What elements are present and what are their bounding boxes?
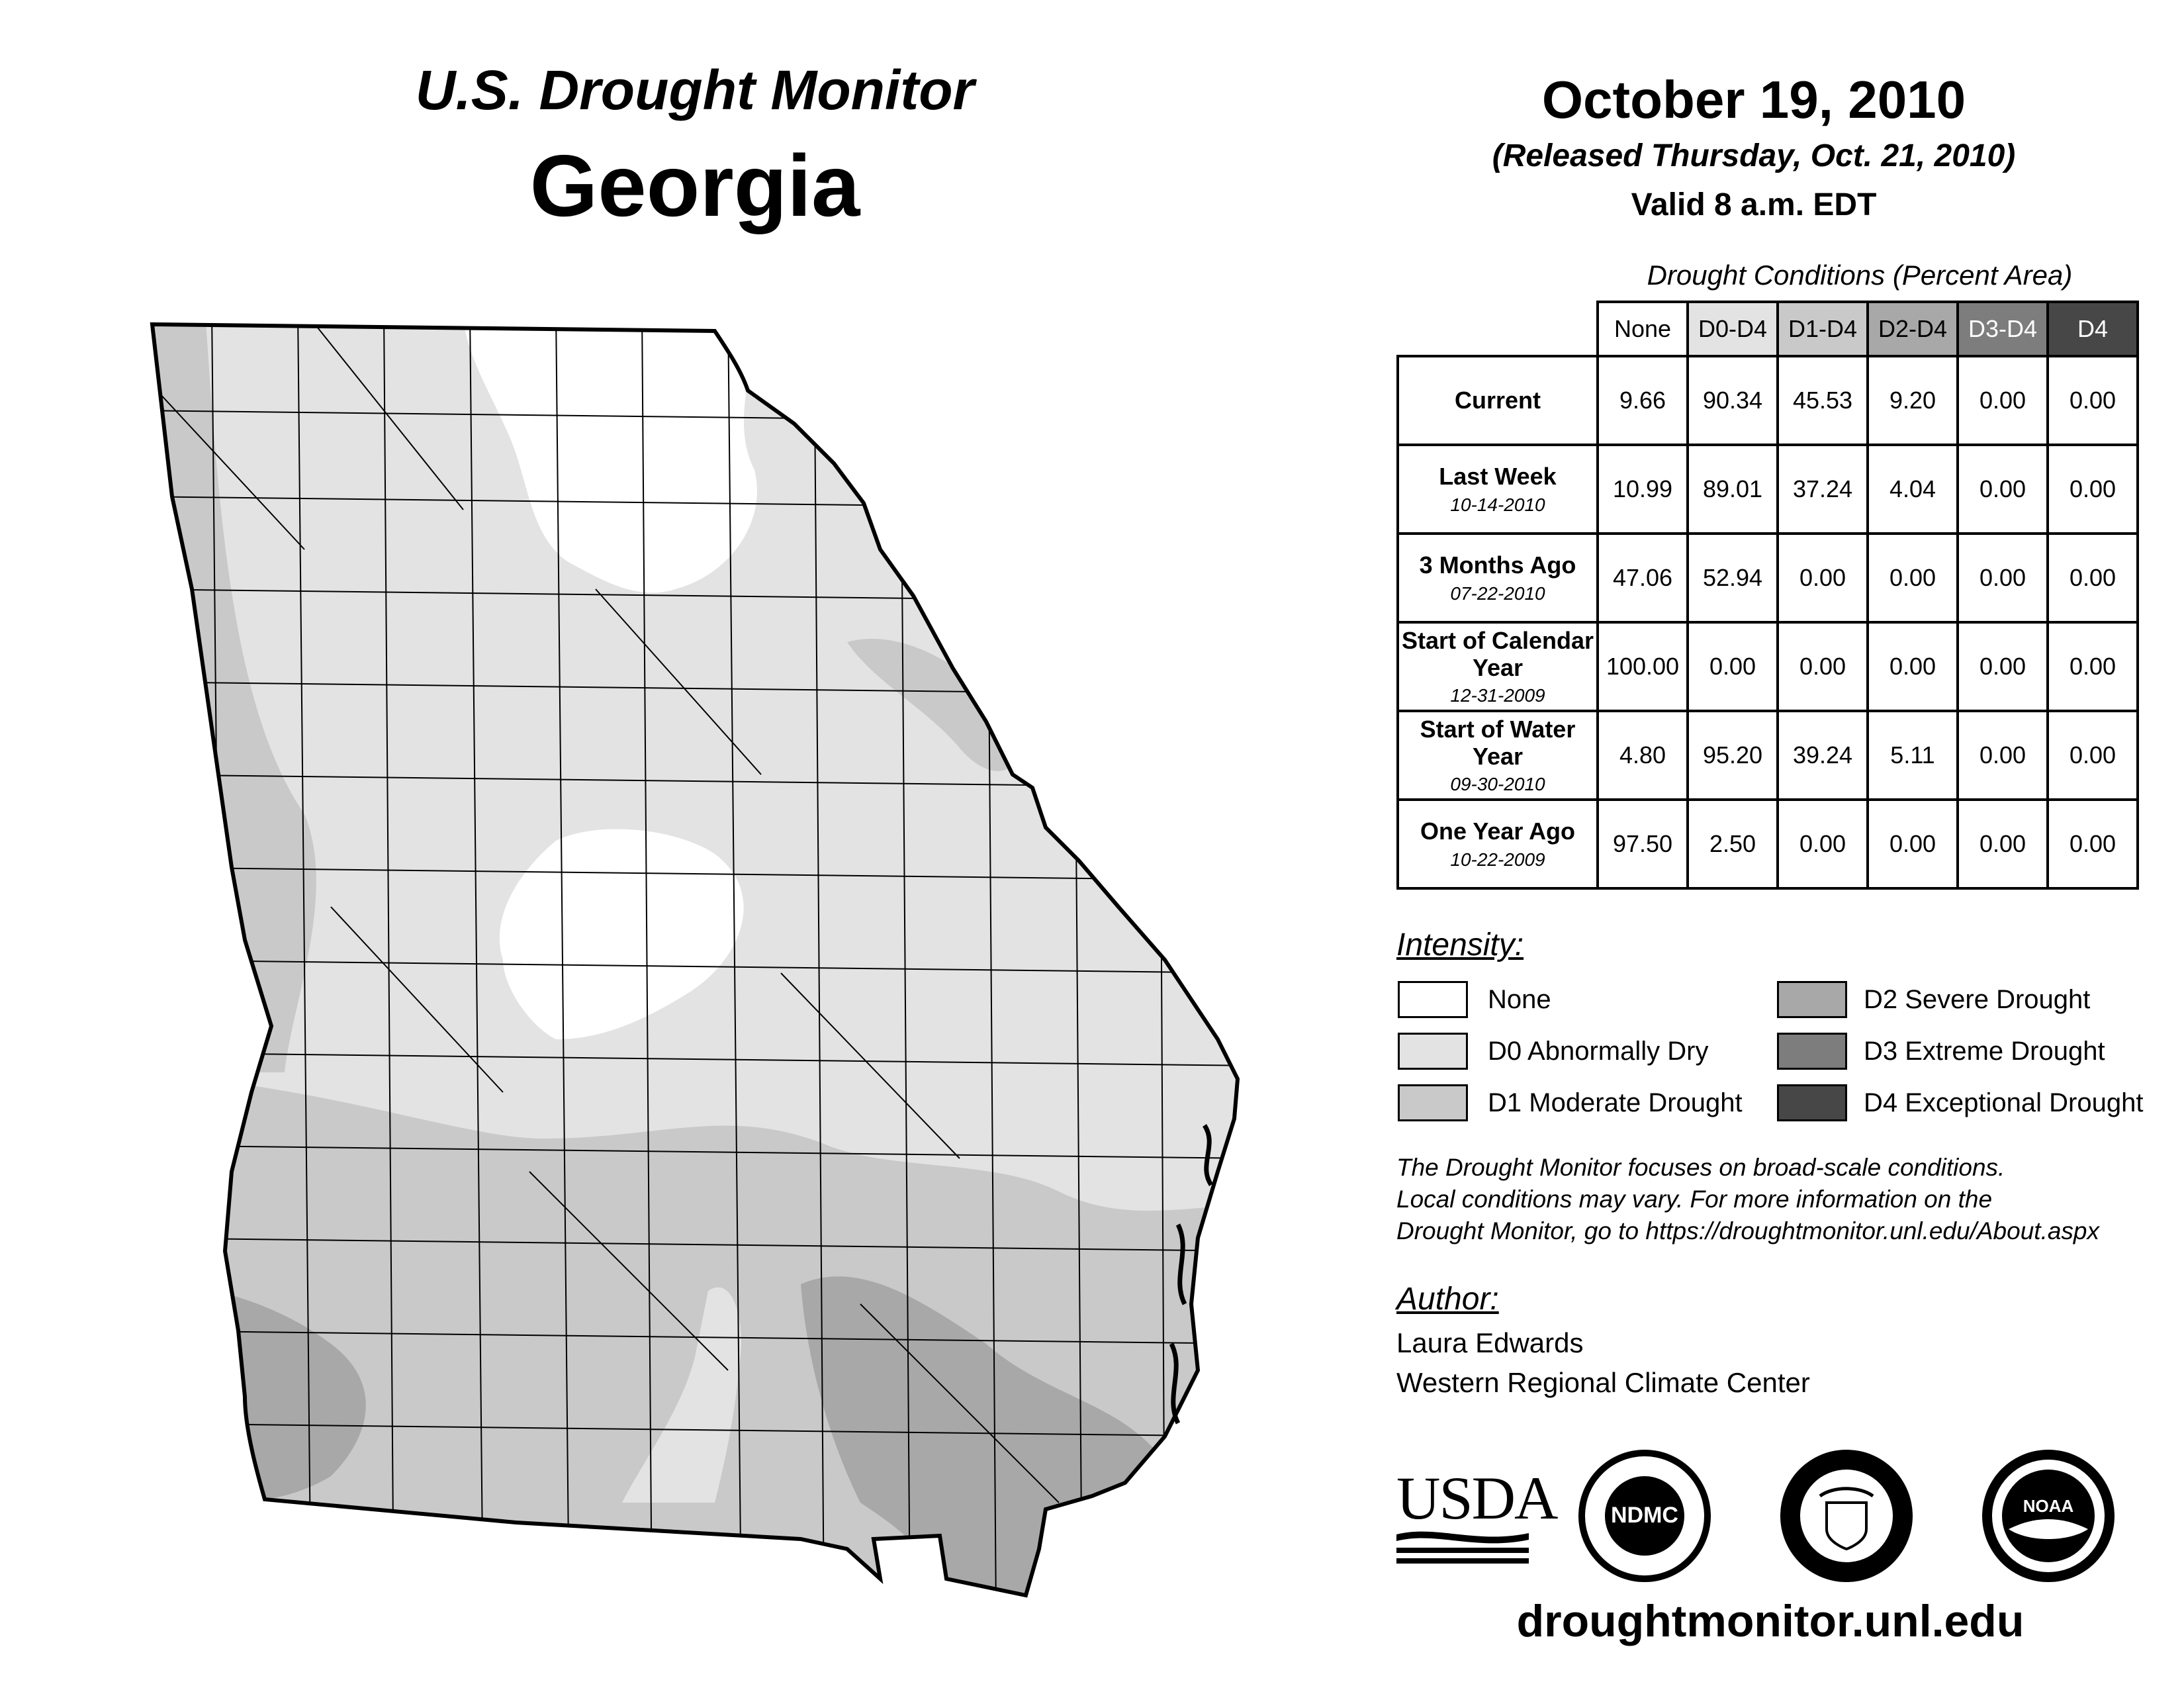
row-label-text: Start of Calendar Year [1401,626,1594,681]
cell: 5.11 [1868,711,1958,800]
georgia-drought-map [132,311,1257,1615]
table-row [1398,711,2138,800]
note-line: Drought Monitor, go to https://droughtmonitor.unl.edu/About.aspx [1396,1217,2099,1244]
noaa-logo [1982,1450,2115,1582]
legend-swatch-d1 [1398,1084,1468,1121]
col-d3-d4: D3-D4 [1958,302,2048,356]
cell: 0.00 [1958,711,2048,800]
legend-label: D1 Moderate Drought [1488,1088,1743,1117]
drought-conditions-table [1396,301,2139,890]
cell: 0.00 [1688,622,1778,711]
cell: 47.06 [1598,534,1688,622]
row-label [1398,800,1598,888]
cell: 0.00 [2048,800,2138,888]
cell: 2.50 [1688,800,1778,888]
usda-logo [1396,1463,1557,1568]
cell: 0.00 [1958,800,2048,888]
cell: 0.00 [1778,534,1868,622]
cell: 100.00 [1598,622,1688,711]
cell: 0.00 [1778,800,1868,888]
row-label [1398,534,1598,622]
cell: 0.00 [1778,622,1868,711]
row-label [1398,711,1598,800]
cell: 89.01 [1688,445,1778,534]
legend-swatch-none [1398,981,1468,1018]
col-d0-d4: D0-D4 [1688,302,1778,356]
table-row [1398,445,2138,534]
valid-date: October 19, 2010 [1541,70,1966,129]
table-caption: Drought Conditions (Percent Area) [1647,259,2073,291]
legend-label: D0 Abnormally Dry [1488,1037,1709,1066]
row-label-text: Last Week [1439,463,1557,491]
cell: 0.00 [1868,800,1958,888]
website-url: droughtmonitor.unl.edu [1516,1596,2025,1646]
row-date: 12-31-2009 [1450,685,1545,706]
cell: 39.24 [1778,711,1868,800]
cell: 4.80 [1598,711,1688,800]
valid-time: Valid 8 a.m. EDT [1631,187,1877,222]
legend-label: D3 Extreme Drought [1864,1037,2105,1066]
row-date: 10-14-2010 [1450,494,1545,515]
author-name: Laura Edwards [1396,1327,1584,1358]
cell: 95.20 [1688,711,1778,800]
map-title-line1: U.S. Drought Monitor [415,59,975,121]
legend-swatch-d3 [1777,1033,1847,1070]
table-row [1398,800,2138,888]
cell: 10.99 [1598,445,1688,534]
author-heading: Author: [1396,1282,1499,1317]
col-d1-d4: D1-D4 [1778,302,1868,356]
row-date: 10-22-2009 [1450,849,1545,870]
cell: 45.53 [1778,356,1868,445]
row-date: 09-30-2010 [1450,774,1545,795]
cell: 0.00 [1868,534,1958,622]
cell: 0.00 [1958,622,2048,711]
row-label [1398,356,1598,445]
cell: 97.50 [1598,800,1688,888]
row-label [1398,622,1598,711]
cell: 0.00 [1958,445,2048,534]
legend-swatch-d2 [1777,981,1847,1018]
legend-title: Intensity: [1396,927,1524,962]
table-row [1398,356,2138,445]
col-d4: D4 [2048,302,2138,356]
cell: 0.00 [2048,711,2138,800]
cell: 0.00 [2048,622,2138,711]
disclaimer-note [1396,1152,2158,1247]
ndmc-logo-text: NDMC [1611,1503,1678,1528]
row-label-text: One Year Ago [1420,818,1576,845]
col-d2-d4: D2-D4 [1868,302,1958,356]
col-none: None [1598,302,1688,356]
cell: 9.66 [1598,356,1688,445]
legend-swatch-d4 [1777,1084,1847,1121]
legend-swatch-d0 [1398,1033,1468,1070]
cell: 0.00 [1958,356,2048,445]
table-header-row [1398,302,2138,356]
table-corner [1398,302,1598,356]
cell: 9.20 [1868,356,1958,445]
cell: 0.00 [1958,534,2048,622]
ndmc-logo [1578,1450,1711,1582]
row-label [1398,445,1598,534]
eagle-shield-icon [1780,1450,1913,1582]
row-label-text: 3 Months Ago [1419,551,1576,579]
note-line: Local conditions may vary. For more information on the [1396,1186,1993,1213]
usda-logo-stripes [1396,1528,1529,1568]
department-of-commerce-seal [1780,1450,1913,1582]
cell: 0.00 [2048,356,2138,445]
map-title-state: Georgia [529,137,860,234]
author-organization: Western Regional Climate Center [1396,1367,1810,1398]
cell: 0.00 [2048,534,2138,622]
table-row [1398,534,2138,622]
cell: 4.04 [1868,445,1958,534]
row-label-text: Start of Water Year [1420,715,1576,770]
cell: 0.00 [1868,622,1958,711]
noaa-logo-text: NOAA [2023,1496,2074,1516]
release-date: (Released Thursday, Oct. 21, 2010) [1492,138,2016,173]
legend-label: D2 Severe Drought [1864,985,2091,1014]
usda-logo-text: USDA [1396,1464,1557,1532]
cell: 37.24 [1778,445,1868,534]
legend-label: D4 Exceptional Drought [1864,1088,2144,1117]
legend-label: None [1488,985,1551,1014]
cell: 90.34 [1688,356,1778,445]
row-label-text: Current [1454,387,1541,414]
note-line: The Drought Monitor focuses on broad-scale conditions. [1396,1154,2005,1181]
table-row [1398,622,2138,711]
cell: 52.94 [1688,534,1778,622]
row-date: 07-22-2010 [1450,583,1545,604]
cell: 0.00 [2048,445,2138,534]
